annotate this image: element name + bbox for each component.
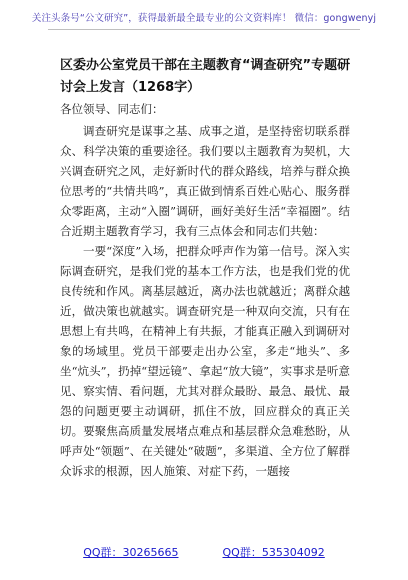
- qq-group-2[interactable]: QQ群：535304092: [222, 546, 325, 559]
- footer-qq-groups: [0, 544, 408, 560]
- salutation: 各位领导、同志们：: [60, 102, 164, 116]
- qq-group-1[interactable]: QQ群：30265665: [83, 546, 179, 559]
- header-watermark: 关注头条号“公文研究”，获得最新最全最专业的公文资料库！ 微信：gongwenyj: [31, 13, 377, 24]
- paragraph: 一要“深度”入场，把群众呼声作为第一信号。深入实际调查研究，是我们党的基本工作方法，也是我们党的优良传统和作风。离基层越近，离办法也就越近；离群众越近，做决策也就越实。调查研究是一种双向交流，只有在思想上有共鸣，在精神上有共振，才能真正融入到调研对象的场域里。党员干部要走出办公室，多走“地头”、多坐“炕头”，扔掉“望远镜”、拿起“放大镜”，实事求是听意见、察实情、看问题，尤其对群众最盼、最急、最忧、最怨的问题更要主动调研，抓住不放，回应群众的真正关切。要聚焦高质量发展堵点难点和基层群众急难愁盼，从呼声处“领题”、在关键处“破题”，多渠道、全方位了解群众诉求的根源，因人施策、对症下药，一题接: [60, 244, 350, 478]
- document-body: [60, 121, 350, 481]
- document-title: 区委办公室党员干部在主题教育“调查研究”专题研讨会上发言（1268字）: [60, 58, 351, 95]
- paragraph: 调查研究是谋事之基、成事之道，是坚持密切联系群众、科学决策的重要途径。我们要以主题教育为契机，大兴调查研究之风，走好新时代的群众路线，培养与群众换位思考的“共情共鸣”，真正做到情系百姓心贴心、服务群众零距离，主动“入圈”调研，画好美好生活“幸福圈”。结合近期主题教育学习，我有三点体会和同志们共勉：: [60, 124, 350, 238]
- header-divider: [48, 29, 360, 30]
